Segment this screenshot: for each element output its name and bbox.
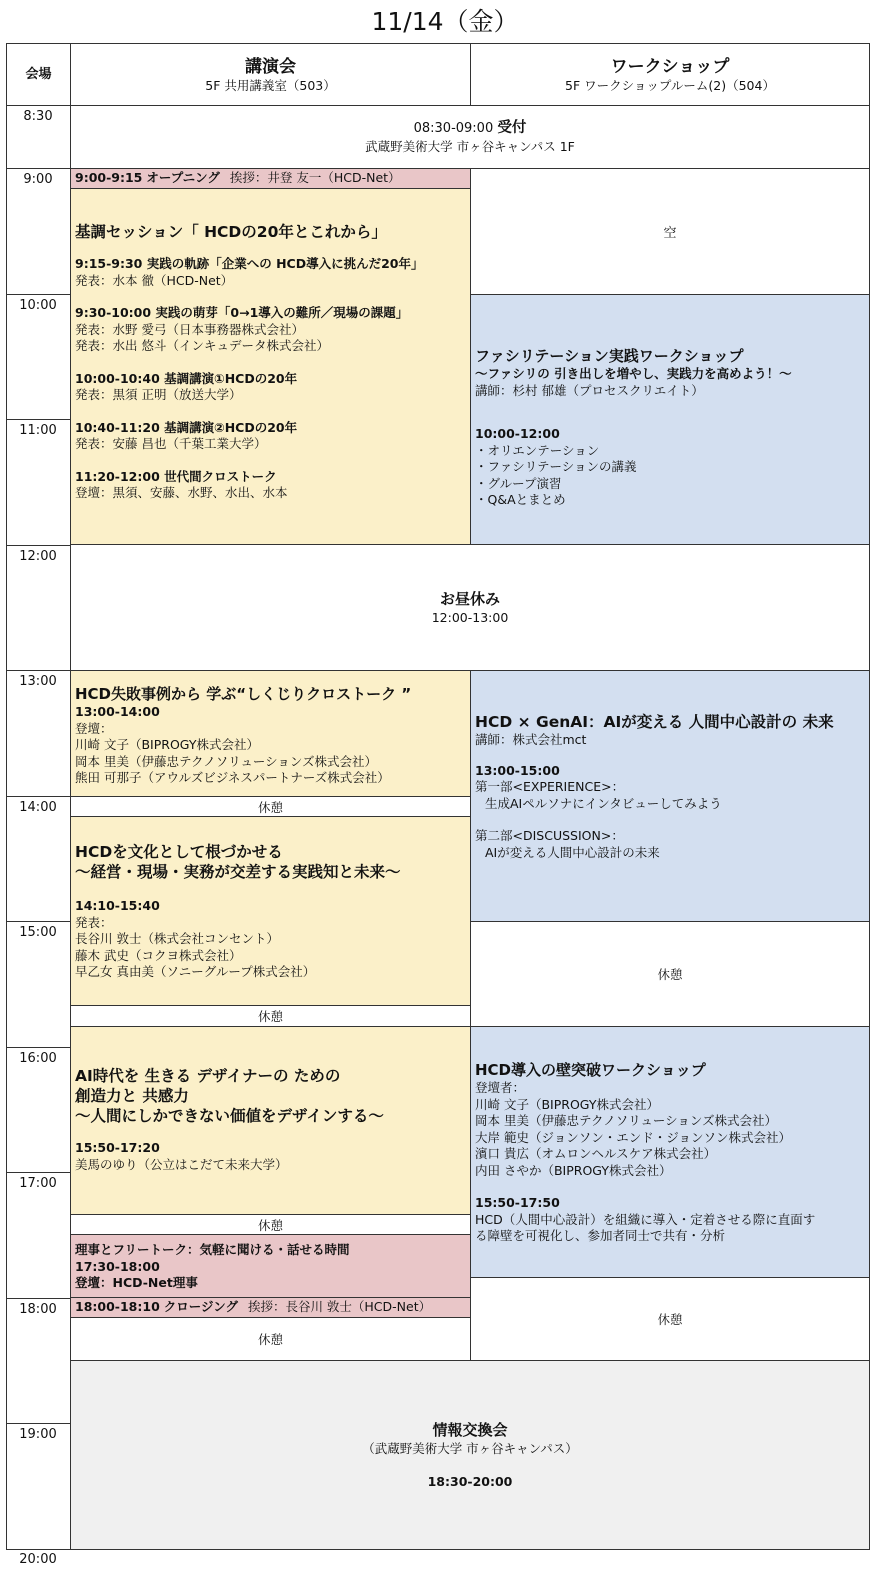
workshop-header (470, 43, 870, 106)
ai-designer-block (70, 1026, 471, 1215)
hour-line (6, 294, 70, 295)
genai-part2: 第二部<DISCUSSION>： (475, 828, 624, 843)
culture-line: 藤木 武史（コクヨ株式会社） (75, 947, 242, 963)
barrier-desc: る障壁を可視化し、参加者同士で共有・分析 (475, 1228, 726, 1243)
hour-line (6, 168, 70, 169)
workshop-title: ワークショップ (610, 56, 730, 77)
culture-line: 長谷川 敦士（株式会社コンセント） (75, 931, 279, 946)
genai-time: 13:00-15:00 (475, 762, 560, 778)
time-label: 16:00 (19, 1051, 57, 1066)
break-block (70, 796, 471, 817)
workshop-room: 5F ワークショップルーム(2)（504） (565, 77, 775, 93)
facilitation-item: ・Q&Aとまとめ (475, 492, 566, 507)
lecture-room: 5F 共用講義室（503） (205, 77, 336, 93)
time-column (6, 105, 71, 1550)
closing-time: 18:00-18:10 (75, 1299, 160, 1314)
keynote-title: 基調セッション「 HCDの20年とこれから」 (75, 223, 387, 241)
facilitation-block (470, 294, 870, 545)
hour-line (6, 1298, 70, 1299)
hour-line (6, 545, 70, 546)
break-label: 休憩 (257, 1217, 283, 1233)
opening-time: 9:00-9:15 (75, 170, 143, 185)
reception-label: 受付 (497, 120, 527, 136)
genai-block (470, 670, 870, 922)
failure-block (70, 670, 471, 797)
failure-line: 登壇： (75, 720, 113, 736)
networking-time: 18:30-20:00 (427, 1474, 513, 1489)
facilitation-title: ファシリテーション実践ワークショップ (475, 347, 744, 365)
keynote-item-heading: 11:20-12:00 世代間クロストーク (75, 468, 277, 484)
time-label: 10:00 (19, 298, 57, 313)
keynote-item-line: 発表：水本 徹（HCD-Net） (75, 272, 234, 288)
facilitation-lecturer: 講師：杉村 郁雄（プロセスクリエイト） (475, 382, 704, 398)
reception-time: 08:30-09:00 (413, 121, 494, 136)
break-label: 休憩 (257, 1009, 283, 1024)
workshop-break-block (470, 1277, 870, 1361)
facilitation-subtitle: ～ファシリの 引き出しを増やし、実践力を高めよう！～ (475, 366, 792, 381)
failure-title: HCD失敗事例から 学ぶ“しくじりクロストーク ” (75, 685, 412, 703)
freetalk-time: 17:30-18:00 (75, 1258, 160, 1274)
barrier-line: 内田 さやか（BIPROGY株式会社） (475, 1162, 672, 1178)
facilitation-item: ・ファシリテーションの講義 (475, 459, 637, 474)
keynote-item-heading: 9:30-10:00 実践の萌芽「0→1導入の難所／現場の課題」 (75, 305, 409, 320)
failure-time: 13:00-14:00 (75, 704, 160, 719)
opening-block (70, 168, 471, 189)
break-block (70, 1214, 471, 1235)
ai-designer-speaker: 美馬のゆり（公立はこだて未来大学） (75, 1156, 288, 1172)
barrier-block (470, 1026, 870, 1278)
hour-line (6, 921, 70, 922)
facilitation-item: ・グループ演習 (475, 475, 562, 491)
ai-designer-subtitle: ～人間にしかできない価値をデザインする～ (75, 1107, 384, 1125)
lecture-header (70, 43, 471, 106)
facilitation-item: ・オリエンテーション (475, 442, 600, 458)
culture-subtitle: ～経営・現場・実務が交差する実践知と未来～ (75, 863, 401, 881)
hour-line (6, 419, 70, 420)
freetalk-speakers: 登壇：HCD-Net理事 (75, 1275, 198, 1290)
barrier-time: 15:50-17:50 (475, 1195, 560, 1210)
break-block (70, 1005, 471, 1027)
time-label: 12:00 (19, 549, 57, 564)
keynote-item-heading: 10:00-10:40 基調講演①HCDの20年 (75, 370, 298, 386)
time-label: 17:00 (19, 1176, 57, 1191)
culture-time: 14:10-15:40 (75, 898, 160, 913)
time-label: 8:30 (23, 109, 53, 124)
hour-line (6, 1423, 70, 1424)
break-block (70, 1317, 471, 1361)
reception-place: 武蔵野美術大学 市ヶ谷キャンパス 1F (365, 139, 575, 154)
barrier-line: 川崎 文子（BIPROGY株式会社） (475, 1096, 659, 1112)
time-label: 11:00 (19, 423, 57, 438)
freetalk-block (70, 1234, 471, 1298)
keynote-item-line: 発表：黒須 正明（放送大学） (75, 387, 242, 402)
barrier-title: HCD導入の壁突破ワークショップ (475, 1061, 706, 1079)
time-label: 15:00 (19, 925, 57, 940)
break-label: 休憩 (257, 799, 283, 815)
break-label: 休憩 (657, 967, 683, 982)
genai-part2-desc: AIが変える人間中心設計の未来 (485, 844, 660, 860)
closing-title: クロージング (163, 1299, 238, 1314)
opening-title: オープニング (146, 170, 220, 185)
keynote-item-line: 発表：安藤 昌也（千葉工業大学） (75, 436, 267, 451)
culture-block (70, 816, 471, 1006)
time-label: 20:00 (19, 1552, 57, 1567)
lecture-title: 講演会 (245, 56, 296, 77)
keynote-item-line: 発表：水出 悠斗（インキュデータ株式会社） (75, 338, 329, 353)
time-label: 18:00 (19, 1302, 57, 1317)
culture-line: 早乙女 真由美（ソニーグループ株式会社） (75, 964, 316, 979)
lunch-time: 12:00-13:00 (431, 610, 509, 625)
ai-designer-title: AI時代を 生きる デザイナーの ための (75, 1067, 341, 1085)
genai-part1-desc: 生成AIペルソナにインタビューしてみよう (485, 795, 722, 811)
workshop-break-block (470, 921, 870, 1027)
hour-line (6, 1172, 70, 1173)
lunch-block (70, 544, 870, 671)
genai-part1: 第一部<EXPERIENCE>： (475, 779, 625, 794)
hour-line (6, 796, 70, 797)
empty-slot (470, 168, 870, 295)
networking-title: 情報交換会 (432, 1421, 508, 1439)
time-label: 14:00 (19, 800, 57, 815)
keynote-block (70, 188, 471, 545)
time-label: 13:00 (19, 674, 57, 689)
venue-header (6, 43, 71, 106)
hour-line (6, 670, 70, 671)
keynote-item-heading: 9:15-9:30 実践の軌跡「企業への HCD導入に挑んだ20年」 (75, 256, 424, 271)
hour-line (6, 1047, 70, 1048)
barrier-desc: HCD（人間中心設計）を組織に導入・定着させる際に直面す (475, 1211, 816, 1227)
culture-title: HCDを文化として根づかせる (75, 843, 283, 861)
barrier-line: 大岸 範史（ジョンソン・エンド・ジョンソン株式会社） (475, 1129, 791, 1145)
facilitation-time: 10:00-12:00 (475, 426, 560, 441)
culture-line: 発表： (75, 914, 113, 930)
time-label: 19:00 (19, 1427, 57, 1442)
ai-designer-title-2: 創造力と 共感力 (75, 1087, 189, 1105)
reception-block (70, 105, 870, 169)
venue-label: 会場 (25, 66, 52, 82)
genai-lecturer: 講師：株式会社mct (475, 732, 587, 747)
genai-title: HCD × GenAI：AIが変える 人間中心設計の 未来 (475, 713, 834, 731)
time-label: 9:00 (23, 172, 53, 187)
closing-block (70, 1297, 471, 1318)
barrier-line: 登壇者： (475, 1080, 526, 1095)
freetalk-title: 理事とフリートーク：気軽に聞ける・話せる時間 (75, 1242, 350, 1257)
ai-designer-time: 15:50-17:20 (75, 1140, 160, 1155)
networking-place: （武蔵野美術大学 市ヶ谷キャンパス） (362, 1441, 578, 1456)
page-title: 11/14（金） (371, 7, 519, 36)
keynote-item-line: 発表：水野 愛弓（日本事務器株式会社） (75, 321, 304, 337)
networking-block (70, 1360, 870, 1550)
barrier-line: 濱口 貴広（オムロンヘルスケア株式会社） (475, 1146, 717, 1161)
failure-line: 岡本 里美（伊藤忠テクノソリューションズ株式会社） (75, 753, 377, 769)
lunch-label: お昼休み (439, 590, 500, 608)
failure-line: 川崎 文子（BIPROGY株式会社） (75, 737, 259, 752)
barrier-line: 岡本 里美（伊藤忠テクノソリューションズ株式会社） (475, 1113, 777, 1128)
failure-line: 熊田 可那子（アウルズビジネスパートナーズ株式会社） (75, 770, 390, 785)
break-label: 休憩 (657, 1312, 683, 1327)
empty-label: 空 (663, 226, 677, 241)
opening-greeting: 挨拶：井登 友一（HCD-Net） (229, 170, 401, 185)
break-label: 休憩 (257, 1332, 283, 1347)
closing-greeting: 挨拶：長谷川 敦士（HCD-Net） (247, 1299, 432, 1314)
keynote-item-heading: 10:40-11:20 基調講演②HCDの20年 (75, 419, 298, 435)
keynote-item-line: 登壇：黒須、安藤、水野、水出、水本 (75, 485, 288, 500)
